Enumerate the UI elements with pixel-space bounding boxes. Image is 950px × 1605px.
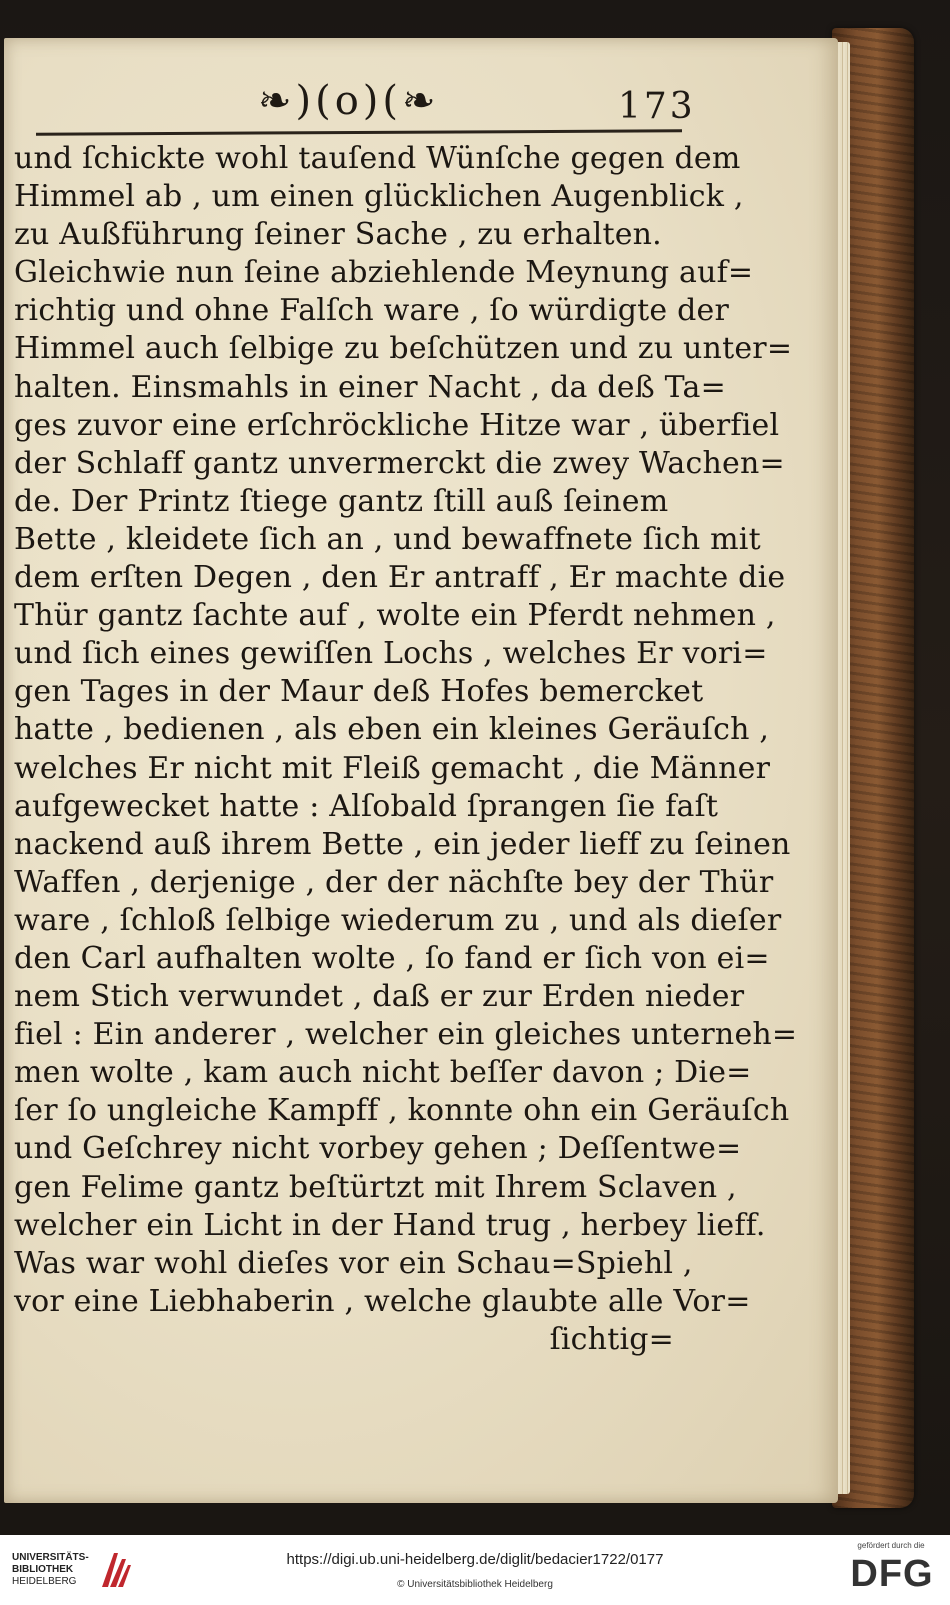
text-line: halten. Einsmahls in einer Nacht , da deß Ta= <box>14 369 726 405</box>
text-line: vor eine Liebhaberin , welche glaubte alle Vor= <box>14 1283 751 1319</box>
text-line: Was war wohl dieſes vor ein Schau=Spiehl , <box>14 1245 693 1281</box>
text-line: dem erſten Degen , den Er antraff , Er machte die <box>14 560 786 596</box>
text-line: gen Tages in der Maur deß Hofes bemercket <box>14 674 704 710</box>
text-line: nem Stich verwundet , daß er zur Erden nieder <box>14 979 745 1015</box>
text-line: fiel : Ein anderer , welcher ein gleiches unterneh= <box>14 1017 798 1053</box>
text-line: richtig und ohne Falſch ware , ſo würdigte der <box>14 293 730 329</box>
text-line: aufgewecket hatte : Alſobald ſprangen ſie faſt <box>14 788 719 824</box>
library-name-line: BIBLIOTHEK <box>12 1564 74 1575</box>
text-line: und ſich eines gewiſſen Lochs , welches Er vori= <box>14 636 768 672</box>
text-line: der Schlaff gantz unvermerckt die zwey Wachen= <box>14 445 785 481</box>
text-line: ware , ſchloß ſelbige wiederum zu , und als dieſer <box>14 902 782 938</box>
dfg-logo: DFG <box>850 1553 934 1595</box>
text-line: ſer ſo ungleiche Kampff , konnte ohn ein Geräuſch <box>14 1093 790 1129</box>
text-line: Bette , kleidete ſich an , und bewaffnete ſich mit <box>14 521 761 557</box>
library-name-line: UNIVERSITÄTS- <box>12 1552 89 1563</box>
library-name-line: HEIDELBERG <box>12 1576 77 1587</box>
text-line: den Carl aufhalten wolte , ſo fand er ſich von ei= <box>14 940 770 976</box>
text-line: ges zuvor eine erſchröckliche Hitze war , überfiel <box>14 407 780 443</box>
text-line: men wolte , kam auch nicht beſſer davon ; Die= <box>14 1055 752 1091</box>
text-line: Himmel auch ſelbige zu beſchützen und zu unter= <box>14 331 793 367</box>
text-line: gen Felime gantz beſtürtzt mit Ihrem Sclaven , <box>14 1169 737 1205</box>
text-line: nackend auß ihrem Bette , ein jeder lieff zu ſeinen <box>14 826 791 862</box>
text-line: Gleichwie nun ſeine abziehlende Meynung auf= <box>14 255 754 291</box>
text-body <box>14 140 798 1359</box>
text-line: de. Der Printz ſtiege gantz ſtill auß ſeinem <box>14 483 669 519</box>
text-line: und Geſchrey nicht vorbey gehen ; Deſſentwe= <box>14 1131 742 1167</box>
catchword: ſichtig= <box>549 1321 674 1357</box>
text-line: welcher ein Licht in der Hand trug , herbey lieff. <box>14 1207 766 1243</box>
text-line: zu Außführung ſeiner Sache , zu erhalten. <box>14 217 662 253</box>
funding-caption: gefördert durch die <box>857 1541 925 1550</box>
text-line: Thür gantz ſachte auf , wolte ein Pferdt nehmen , <box>14 598 776 634</box>
page-number: 173 <box>618 86 696 127</box>
text-line: hatte , bedienen , als eben ein kleines Geräuſch , <box>14 712 770 748</box>
running-head-ornament: ❧)(o)(❧ <box>258 78 440 124</box>
viewer-footer <box>0 1535 950 1605</box>
text-line: Himmel ab , um einen glücklichen Augenblick , <box>14 179 744 215</box>
permalink-url[interactable]: https://digi.ub.uni-heidelberg.de/diglit/bedacier1722/0177 <box>286 1551 664 1568</box>
copyright-notice: © Universitätsbibliothek Heidelberg <box>397 1579 553 1590</box>
text-line: und ſchickte wohl tauſend Wünſche gegen dem <box>14 141 741 176</box>
text-line: welches Er nicht mit Fleiß gemacht , die Männer <box>14 750 771 786</box>
text-line: Waffen , derjenige , der der nächſte bey der Thür <box>14 864 774 900</box>
